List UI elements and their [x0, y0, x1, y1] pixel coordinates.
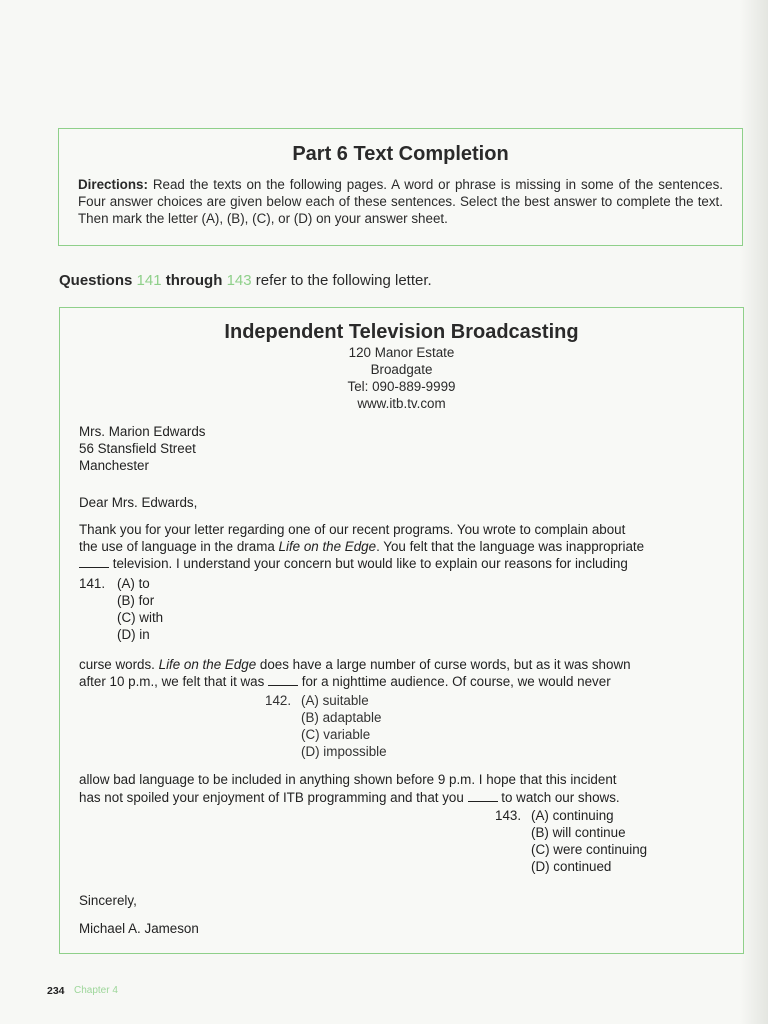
paragraph-1-line-2: [79, 538, 644, 555]
directions-box: [58, 128, 743, 246]
p2-line2-start: after 10 p.m., we felt that it was: [79, 674, 269, 689]
salutation: Dear Mrs. Edwards,: [79, 495, 198, 510]
recipient-street: 56 Stansfield Street: [79, 441, 196, 456]
q143-option-d: (D) continued: [531, 859, 612, 874]
address-phone: Tel: 090-889-9999: [347, 379, 456, 394]
q142-option-d: (D) impossible: [301, 744, 387, 759]
paragraph-2-line-1: [79, 656, 631, 673]
paragraph-1-line-1: Thank you for your letter regarding one of our recent programs. You wrote to complain about: [79, 522, 626, 537]
q143-option-c: (C) were continuing: [531, 842, 648, 857]
paragraph-3-line-1: allow bad language to be included in anything shown before 9 p.m. I hope that this incident: [79, 772, 617, 787]
directions-body: Read the texts on the following pages. A word or phrase is missing in some of the sentences. Four answer choices are given below each of these sentences. Select the best answer to complete the text. Then mark the letter (A), (B), (C), or (D) on your answer sheet.: [78, 177, 723, 226]
page-number: 234: [47, 985, 65, 997]
questions-suffix: refer to the following letter.: [255, 272, 432, 289]
page-edge-shadow: [740, 0, 768, 1024]
p2-line1-start: curse words.: [79, 657, 159, 672]
signature: Michael A. Jameson: [79, 921, 199, 936]
questions-through: through: [165, 272, 223, 289]
paragraph-1-line-3: [79, 555, 628, 572]
p1-line2-end: . You felt that the language was inappropriate: [376, 539, 645, 554]
p3-line2-start: has not spoiled your enjoyment of ITB programming and that you: [79, 790, 468, 805]
address-line: 120 Manor Estate: [348, 345, 455, 360]
q141-option-d: (D) in: [117, 627, 150, 642]
questions-intro: [59, 272, 432, 289]
q141-number: 141.: [79, 576, 106, 591]
p3-line2-end: to watch our shows.: [497, 790, 620, 805]
blank-143: [468, 789, 498, 802]
address-website: www.itb.tv.com: [357, 396, 446, 411]
q142-option-b: (B) adaptable: [301, 710, 382, 725]
program-title: Life on the Edge: [158, 657, 257, 672]
blank-142: [268, 673, 298, 686]
chapter-label: Chapter 4: [74, 985, 118, 996]
q141-option-c: (C) with: [117, 610, 164, 625]
p1-line2-start: the use of language in the drama: [79, 539, 279, 554]
p2-line1-end: does have a large number of curse words, but as it was shown: [256, 657, 631, 672]
directions-label: Directions:: [78, 177, 148, 192]
q143-option-a: (A) continuing: [531, 808, 614, 823]
q141-option-b: (B) for: [117, 593, 155, 608]
recipient-name: Mrs. Marion Edwards: [79, 424, 206, 439]
q141-option-a: (A) to: [117, 576, 150, 591]
recipient-city: Manchester: [79, 458, 149, 473]
questions-start-number: 141: [136, 272, 162, 289]
p1-line3-text: television. I understand your concern but would like to explain our reasons for including: [109, 556, 628, 571]
p2-line2-end: for a nighttime audience. Of course, we would never: [298, 674, 611, 689]
closing: Sincerely,: [79, 893, 137, 908]
q142-option-a: (A) suitable: [301, 693, 369, 708]
program-title: Life on the Edge: [278, 539, 377, 554]
questions-end-number: 143: [226, 272, 252, 289]
blank-141: [79, 555, 109, 568]
q143-number: 143.: [495, 808, 522, 823]
paragraph-3-line-2: [79, 789, 620, 806]
directions-text: [78, 176, 723, 227]
questions-prefix: Questions: [59, 272, 133, 289]
letter-box: [59, 307, 744, 954]
q142-number: 142.: [265, 693, 292, 708]
q142-option-c: (C) variable: [301, 727, 371, 742]
address-line: Broadgate: [370, 362, 433, 377]
company-name: Independent Television Broadcasting: [224, 321, 579, 343]
paragraph-2-line-2: [79, 673, 611, 690]
part-title: Part 6 Text Completion: [292, 143, 509, 165]
q143-option-b: (B) will continue: [531, 825, 626, 840]
